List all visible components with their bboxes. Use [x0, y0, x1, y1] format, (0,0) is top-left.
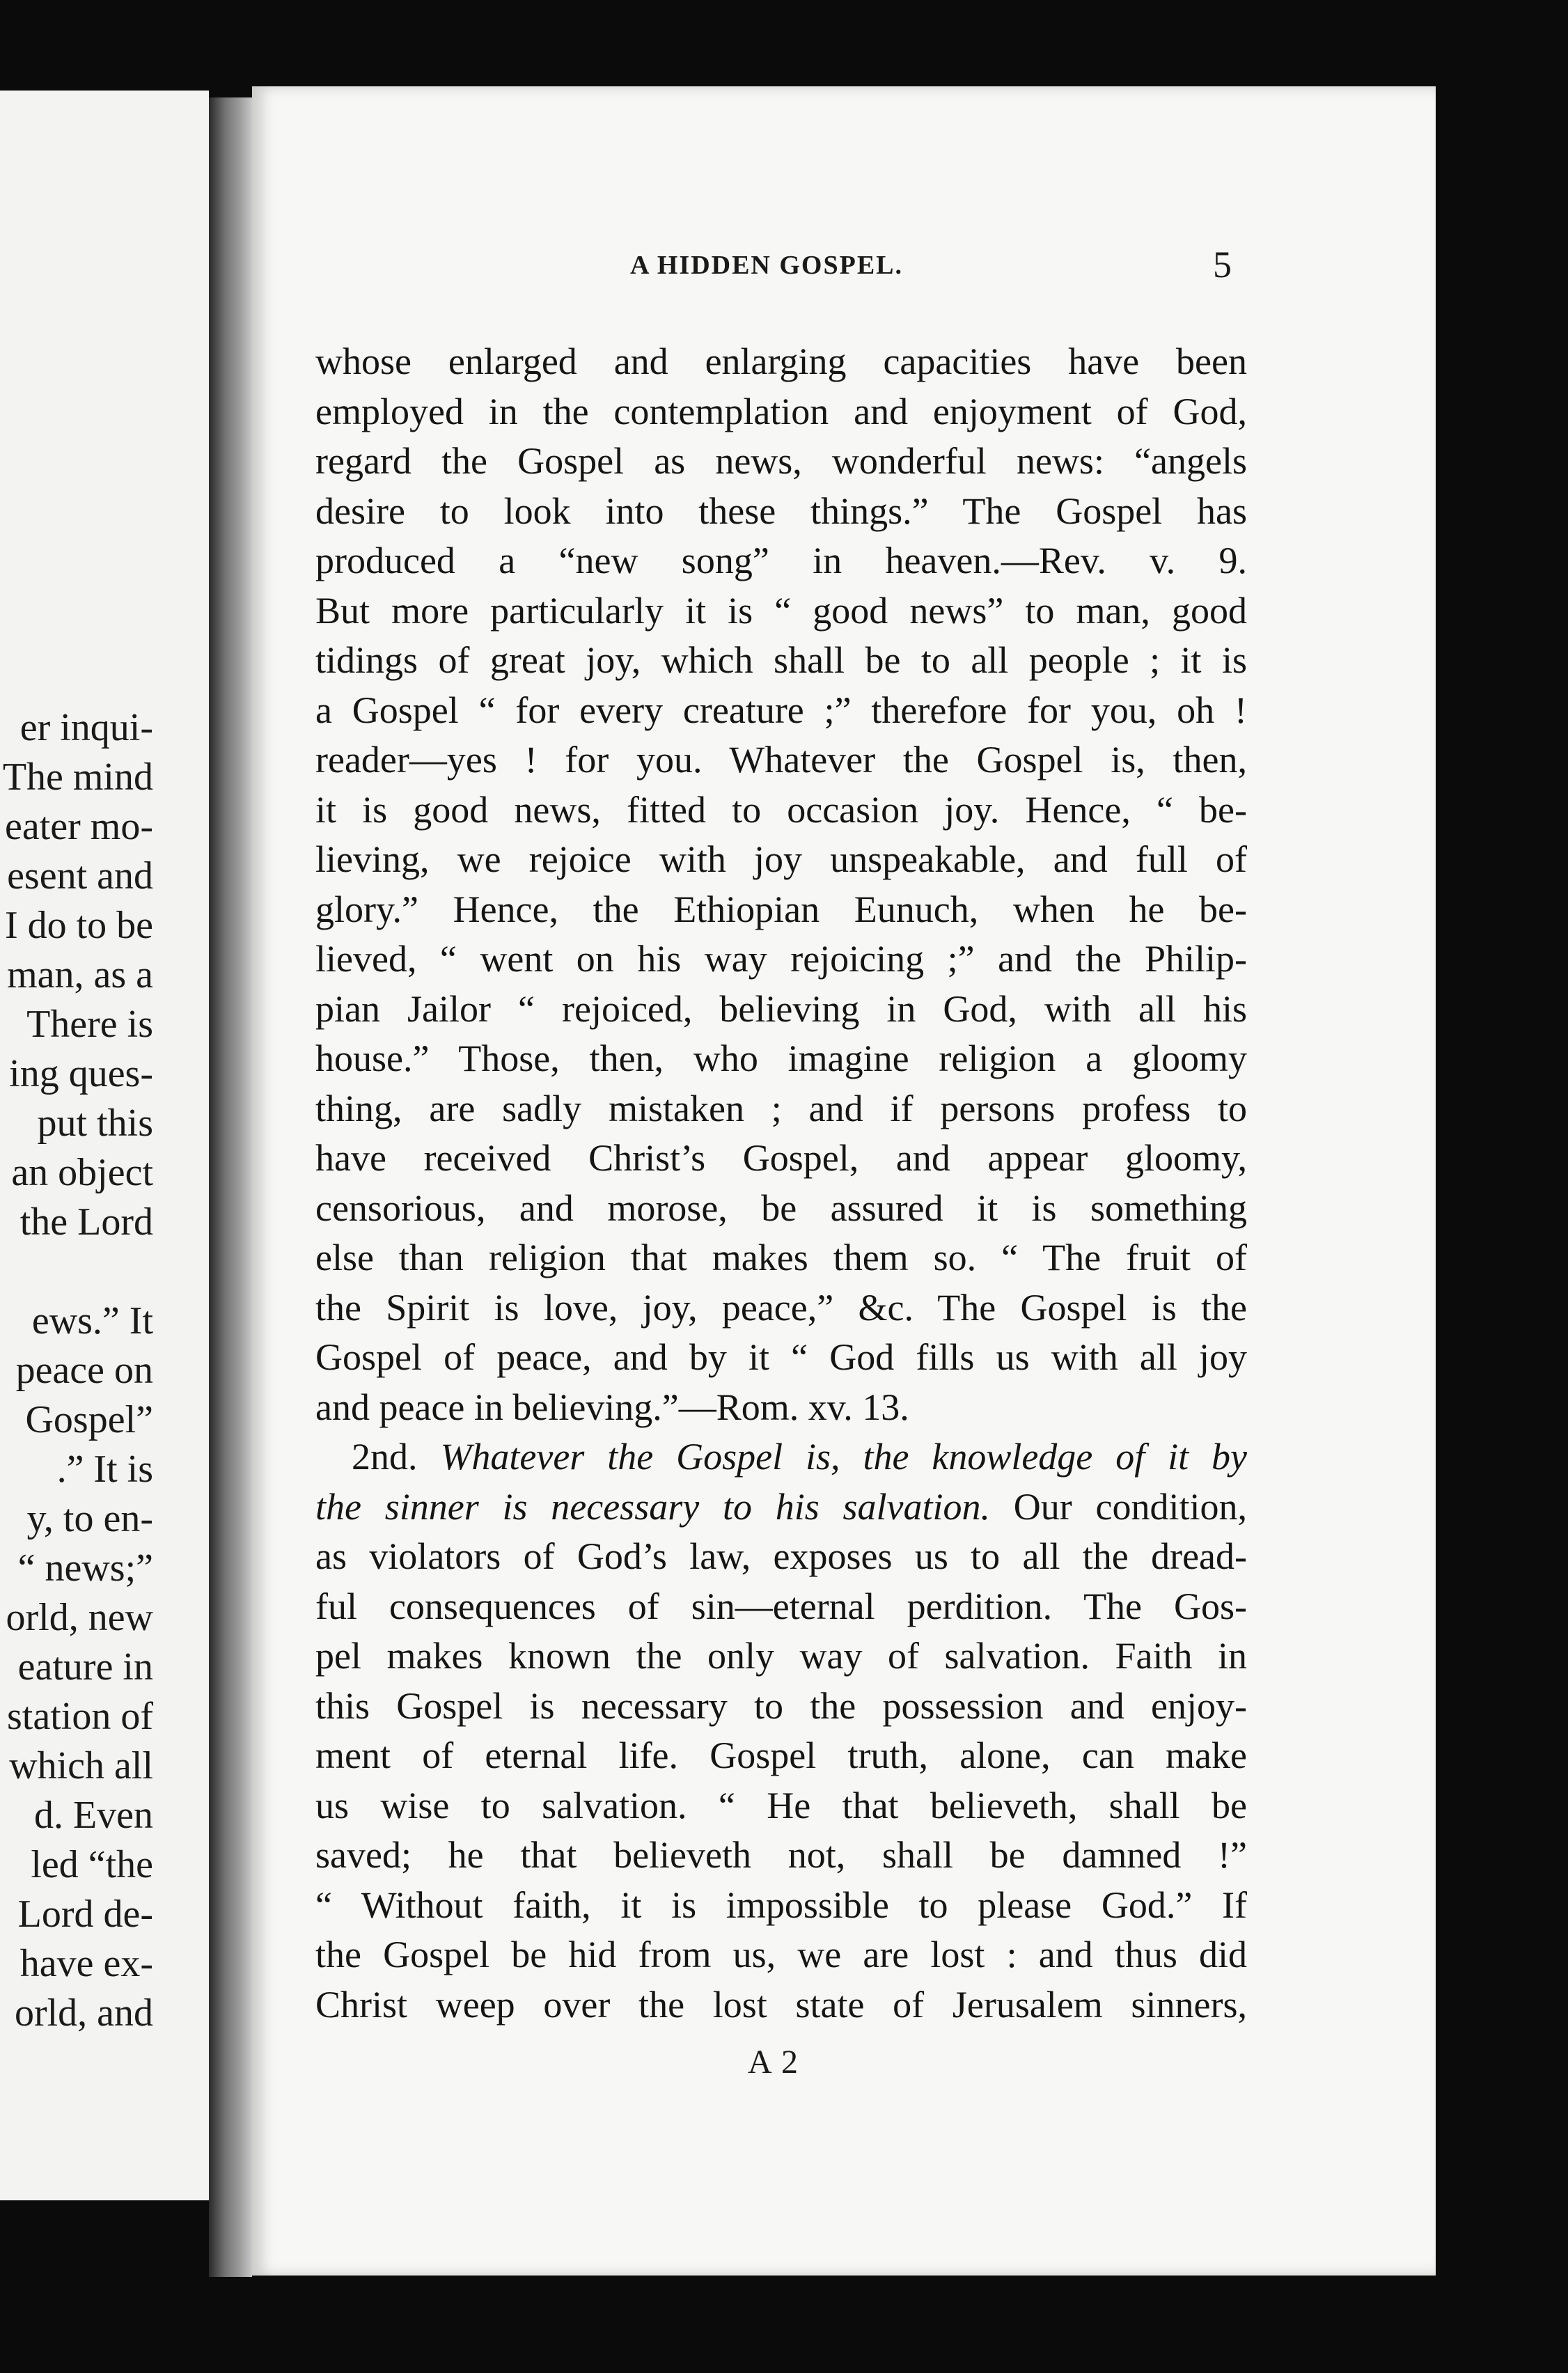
text-line: tidings of great joy, which shall be to all people ; it is — [315, 639, 1247, 681]
paragraph-number: 2nd. — [352, 1436, 418, 1478]
facing-line: put this — [37, 1102, 153, 1145]
text-line: as violators of God’s law, exposes us to all the dread- — [315, 1535, 1247, 1577]
text-line: thing, are sadly mistaken ; and if persons profess to — [315, 1087, 1247, 1129]
text-line: Gospel of peace, and by it “ God fills us with all joy — [315, 1336, 1247, 1378]
paragraph-2-first-line — [315, 1432, 1247, 1482]
italic-heading: Whatever the Gospel is, the knowledge of it by — [440, 1436, 1248, 1478]
text-line: it is good news, fitted to occasion joy. Hence, “ be- — [315, 788, 1247, 831]
text-line: desire to look into these things.” The Gospel has — [315, 490, 1247, 532]
text-line: reader—yes ! for you. Whatever the Gospel is, then, — [315, 739, 1247, 781]
facing-line: orld, new — [6, 1596, 153, 1639]
running-title: A HIDDEN GOSPEL. — [630, 251, 904, 280]
italic-heading: the sinner is necessary to his salvation. — [315, 1485, 990, 1528]
text-line: censorious, and morose, be assured it is something — [315, 1186, 1247, 1229]
text-line: house.” Those, then, who imagine religion a gloomy — [315, 1037, 1247, 1079]
text-line: pian Jailor “ rejoiced, believing in God, with all his — [315, 987, 1247, 1030]
facing-line: man, as a — [7, 953, 153, 996]
facing-line: eature in — [17, 1645, 153, 1689]
text-line: regard the Gospel as news, wonderful news: “angels — [315, 440, 1247, 482]
text-line: “ Without faith, it is impossible to please God.” If — [315, 1883, 1247, 1926]
text-line: else than religion that makes them so. “ The fruit of — [315, 1237, 1247, 1278]
text-line: and peace in believing.”—Rom. xv. 13. — [315, 1386, 909, 1428]
facing-line: The mind — [2, 755, 153, 799]
facing-line: .” It is — [56, 1448, 153, 1491]
facing-line: Gospel” — [25, 1398, 153, 1441]
text-line: glory.” Hence, the Ethiopian Eunuch, when he be- — [315, 888, 1247, 930]
text-line: lieved, “ went on his way rejoicing ;” and the Philip- — [315, 938, 1247, 980]
text-line: employed in the contemplation and enjoyment of God, — [315, 390, 1247, 432]
text-run: Our condition, — [1013, 1485, 1247, 1528]
facing-line: “ news;” — [17, 1546, 153, 1590]
text-line: ment of eternal life. Gospel truth, alone, can make — [315, 1734, 1247, 1776]
facing-line: have ex- — [19, 1942, 153, 1985]
text-line: the Gospel be hid from us, we are lost : and thus did — [315, 1934, 1247, 1975]
facing-line: There is — [26, 1003, 153, 1046]
text-line: a Gospel “ for every creature ;” therefore for you, oh ! — [315, 689, 1247, 731]
text-line: whose enlarged and enlarging capacities have been — [315, 340, 1247, 382]
text-line: the Spirit is love, joy, peace,” &c. The Gospel is the — [315, 1286, 1247, 1329]
page-body — [315, 337, 1247, 2030]
facing-line: orld, and — [14, 1991, 153, 2035]
text-line: Christ weep over the lost state of Jerusalem sinners, — [315, 1983, 1247, 2026]
facing-line: esent and — [7, 854, 153, 898]
book-spine-shadow — [209, 97, 252, 2277]
text-line: ful consequences of sin—eternal perdition. The Gos- — [315, 1585, 1247, 1627]
running-head — [252, 244, 1436, 292]
text-line: pel makes known the only way of salvation. Faith in — [315, 1635, 1247, 1677]
text-line: lieving, we rejoice with joy unspeakable, and full of — [315, 838, 1247, 880]
text-line: saved; he that believeth not, shall be damned !” — [315, 1834, 1247, 1876]
facing-line: which all — [9, 1744, 153, 1787]
facing-line: ing ques- — [9, 1052, 153, 1095]
facing-line: y, to en- — [26, 1497, 153, 1540]
text-line: But more particularly it is “ good news” to man, good — [315, 589, 1247, 632]
signature-mark: A 2 — [748, 2044, 800, 2081]
text-line: have received Christ’s Gospel, and appear gloomy, — [315, 1137, 1247, 1179]
facing-line: an object — [11, 1151, 153, 1194]
facing-line: the Lord — [19, 1200, 153, 1244]
paragraph-2-second-line — [315, 1482, 1247, 1533]
text-line: us wise to salvation. “ He that believeth, shall be — [315, 1784, 1247, 1826]
facing-line: eater mo- — [5, 805, 153, 848]
facing-line: led “the — [31, 1843, 153, 1886]
facing-line: I do to be — [4, 904, 153, 947]
facing-line: ews.” It — [31, 1299, 153, 1342]
facing-line: er inqui- — [19, 706, 153, 749]
text-line: produced a “new song” in heaven.—Rev. v. 9. — [315, 540, 1247, 581]
facing-line: station of — [7, 1695, 153, 1738]
facing-line: Lord de- — [17, 1893, 153, 1936]
facing-line: peace on — [15, 1349, 153, 1392]
facing-line: d. Even — [33, 1794, 153, 1837]
book-page — [252, 86, 1436, 2276]
text-line: this Gospel is necessary to the possession and enjoy- — [315, 1684, 1247, 1727]
facing-page-fragment — [0, 91, 209, 2200]
page-number: 5 — [1213, 244, 1232, 285]
